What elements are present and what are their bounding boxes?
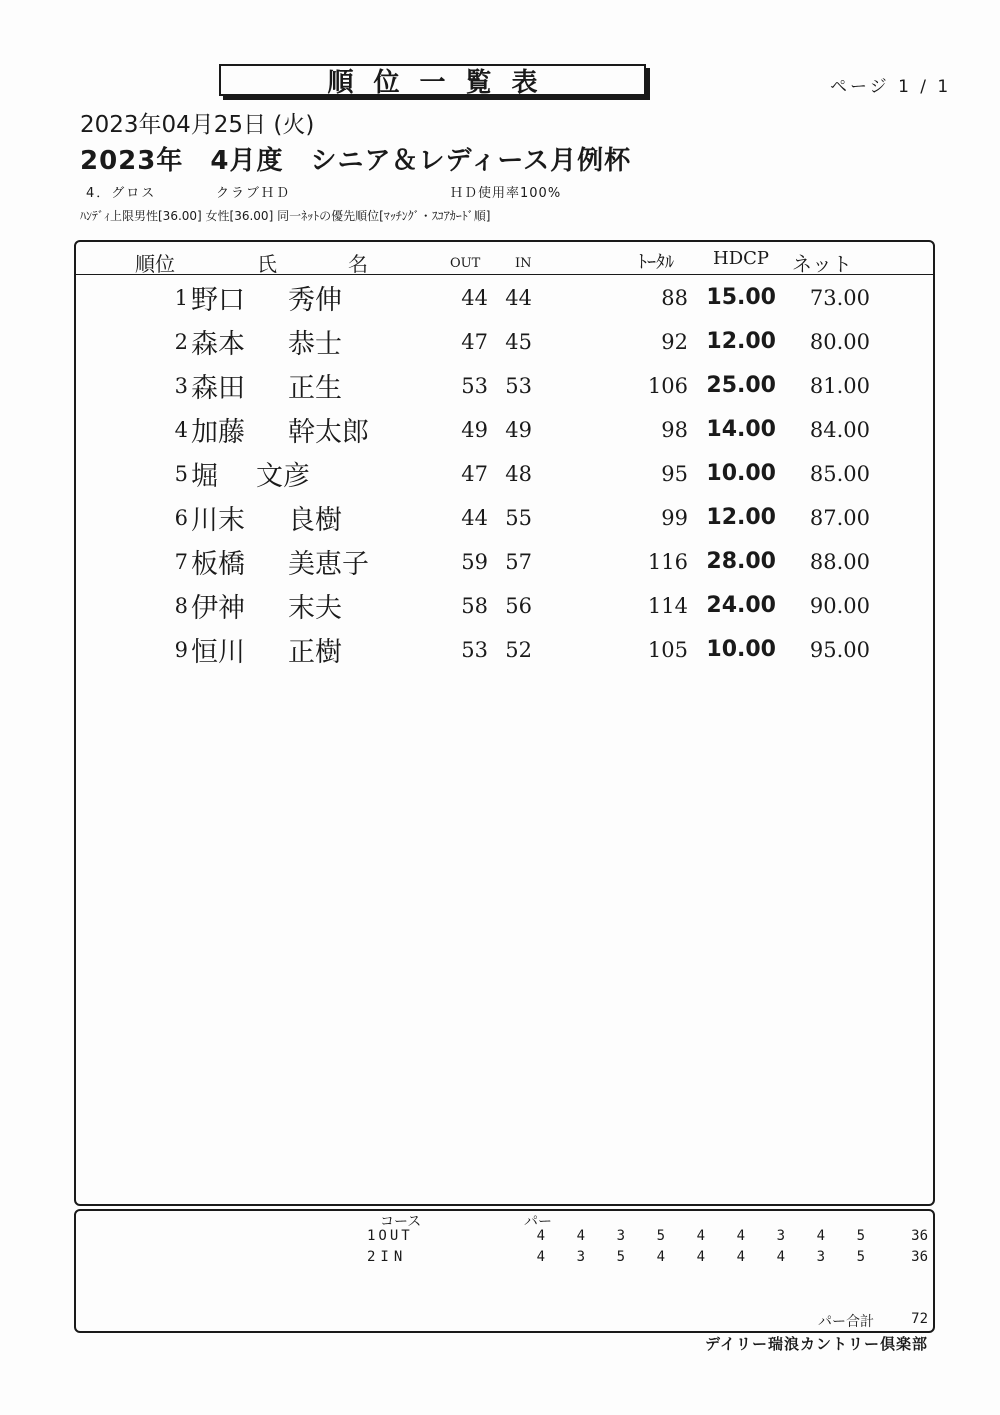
out-score-cell: 58 — [461, 594, 488, 618]
out-hole-par: 4 — [696, 1228, 705, 1244]
in-score-cell: 53 — [505, 374, 532, 398]
out-course-label: 1OUT — [367, 1228, 413, 1244]
in-score-cell: 57 — [505, 550, 532, 574]
total-score-cell: 99 — [661, 506, 688, 530]
out-par-total: 36 — [911, 1228, 928, 1244]
column-header-rank: 順位 — [135, 252, 175, 276]
given-name-cell: 末夫 — [288, 593, 342, 624]
net-score-cell: 95.00 — [809, 638, 870, 662]
course-label: コース — [380, 1214, 422, 1230]
handicap-limit-note: ﾊﾝﾃﾞｨ上限男性[36.00] 女性[36.00] 同一ﾈｯﾄの優先順位[ﾏｯﾁﾝｸﾞ・ｽｺｱｶｰﾄﾞ順] — [80, 209, 491, 223]
in-hole-par: 4 — [536, 1249, 545, 1265]
net-score-cell: 85.00 — [809, 462, 870, 486]
out-hole-par: 5 — [856, 1228, 865, 1244]
rank-cell: 1 — [174, 286, 188, 310]
column-header-hdcp: HDCP — [713, 248, 770, 269]
hdcp-cell: 24.00 — [706, 593, 776, 618]
given-name-cell: 幹太郎 — [288, 417, 369, 448]
out-hole-par: 3 — [776, 1228, 785, 1244]
given-name-cell: 良樹 — [288, 505, 342, 536]
family-name-cell: 板橋 — [191, 549, 245, 580]
out-score-cell: 53 — [461, 374, 488, 398]
rank-cell: 2 — [174, 330, 188, 354]
net-score-cell: 84.00 — [809, 418, 870, 442]
hdcp-cell: 12.00 — [706, 329, 776, 354]
out-score-cell: 44 — [461, 506, 488, 530]
hdcp-cell: 25.00 — [706, 373, 776, 398]
out-score-cell: 53 — [461, 638, 488, 662]
column-header-name-1: 氏 — [257, 252, 277, 276]
column-header-name-2: 名 — [348, 252, 368, 276]
out-score-cell: 47 — [461, 462, 488, 486]
family-name-cell: 川末 — [191, 505, 245, 536]
hdcp-cell: 10.00 — [706, 461, 776, 486]
in-hole-par: 5 — [616, 1249, 625, 1265]
in-par-total: 36 — [911, 1249, 928, 1265]
rank-cell: 4 — [174, 418, 188, 442]
given-name-cell: 恭士 — [288, 329, 342, 360]
column-header-in: IN — [515, 256, 532, 271]
handicap-type: クラブＨＤ — [216, 186, 292, 201]
hdcp-cell: 12.00 — [706, 505, 776, 530]
column-header-total: ﾄｰﾀﾙ — [638, 252, 674, 273]
page-title: 順位一覧表 — [219, 64, 646, 96]
in-course-label: 2IN — [367, 1249, 408, 1265]
family-name-cell: 加藤 — [191, 417, 245, 448]
table-row — [0, 540, 1000, 584]
in-score-cell: 45 — [505, 330, 532, 354]
table-row — [0, 584, 1000, 628]
club-name: デイリー瑞浪カントリー倶楽部 — [705, 1335, 928, 1353]
out-hole-par: 4 — [736, 1228, 745, 1244]
rank-cell: 9 — [174, 638, 188, 662]
given-name-cell: 正生 — [288, 373, 342, 404]
table-row — [0, 452, 1000, 496]
column-header-net: ネット — [792, 252, 852, 276]
net-score-cell: 90.00 — [809, 594, 870, 618]
given-name-cell: 文彦 — [256, 461, 310, 492]
print-date: 2023年04月25日 (火) — [80, 112, 315, 138]
in-hole-par: 4 — [736, 1249, 745, 1265]
hdcp-cell: 28.00 — [706, 549, 776, 574]
par-total-value: 72 — [911, 1311, 928, 1327]
net-score-cell: 81.00 — [809, 374, 870, 398]
total-score-cell: 95 — [661, 462, 688, 486]
total-score-cell: 105 — [647, 638, 688, 662]
in-score-cell: 44 — [505, 286, 532, 310]
in-score-cell: 49 — [505, 418, 532, 442]
given-name-cell: 正樹 — [288, 637, 342, 668]
rank-cell: 3 — [174, 374, 188, 398]
page-number: ページ 1 / 1 — [830, 77, 952, 97]
out-hole-par: 5 — [656, 1228, 665, 1244]
out-hole-par: 3 — [616, 1228, 625, 1244]
net-score-cell: 87.00 — [809, 506, 870, 530]
in-hole-par: 4 — [776, 1249, 785, 1265]
table-row — [0, 408, 1000, 452]
total-score-cell: 116 — [647, 550, 688, 574]
total-score-cell: 114 — [647, 594, 688, 618]
table-row — [0, 628, 1000, 672]
out-hole-par: 4 — [536, 1228, 545, 1244]
family-name-cell: 堀 — [191, 461, 218, 492]
ranking-type: 4．グロス — [86, 186, 157, 201]
total-score-cell: 88 — [661, 286, 688, 310]
table-row — [0, 496, 1000, 540]
hdcp-cell: 15.00 — [706, 285, 776, 310]
in-hole-par: 4 — [656, 1249, 665, 1265]
rank-cell: 6 — [174, 506, 188, 530]
in-hole-par: 3 — [576, 1249, 585, 1265]
family-name-cell: 森本 — [191, 329, 245, 360]
in-score-cell: 55 — [505, 506, 532, 530]
handicap-usage-rate: ＨＤ使用率100% — [450, 186, 562, 201]
hdcp-cell: 10.00 — [706, 637, 776, 662]
out-score-cell: 49 — [461, 418, 488, 442]
rank-cell: 7 — [174, 550, 188, 574]
given-name-cell: 秀伸 — [288, 285, 342, 316]
in-score-cell: 48 — [505, 462, 532, 486]
table-row — [0, 320, 1000, 364]
in-score-cell: 56 — [505, 594, 532, 618]
family-name-cell: 森田 — [191, 373, 245, 404]
par-label: パー — [524, 1214, 552, 1230]
net-score-cell: 73.00 — [809, 286, 870, 310]
in-score-cell: 52 — [505, 638, 532, 662]
out-score-cell: 59 — [461, 550, 488, 574]
family-name-cell: 伊神 — [191, 593, 245, 624]
table-row — [0, 364, 1000, 408]
out-score-cell: 47 — [461, 330, 488, 354]
in-hole-par: 4 — [696, 1249, 705, 1265]
total-score-cell: 98 — [661, 418, 688, 442]
given-name-cell: 美恵子 — [288, 549, 369, 580]
hdcp-cell: 14.00 — [706, 417, 776, 442]
rank-cell: 5 — [174, 462, 188, 486]
total-score-cell: 106 — [647, 374, 688, 398]
event-title: 2023年 4月度 シニア＆レディース月例杯 — [80, 146, 632, 176]
out-hole-par: 4 — [576, 1228, 585, 1244]
total-score-cell: 92 — [661, 330, 688, 354]
family-name-cell: 野口 — [191, 285, 245, 316]
par-total-label: パー合計 — [818, 1314, 874, 1330]
net-score-cell: 88.00 — [809, 550, 870, 574]
family-name-cell: 恒川 — [191, 637, 245, 668]
in-hole-par: 5 — [856, 1249, 865, 1265]
out-score-cell: 44 — [461, 286, 488, 310]
in-hole-par: 3 — [816, 1249, 825, 1265]
rank-cell: 8 — [174, 594, 188, 618]
net-score-cell: 80.00 — [809, 330, 870, 354]
out-hole-par: 4 — [816, 1228, 825, 1244]
column-header-out: OUT — [450, 256, 481, 271]
table-row — [0, 276, 1000, 320]
